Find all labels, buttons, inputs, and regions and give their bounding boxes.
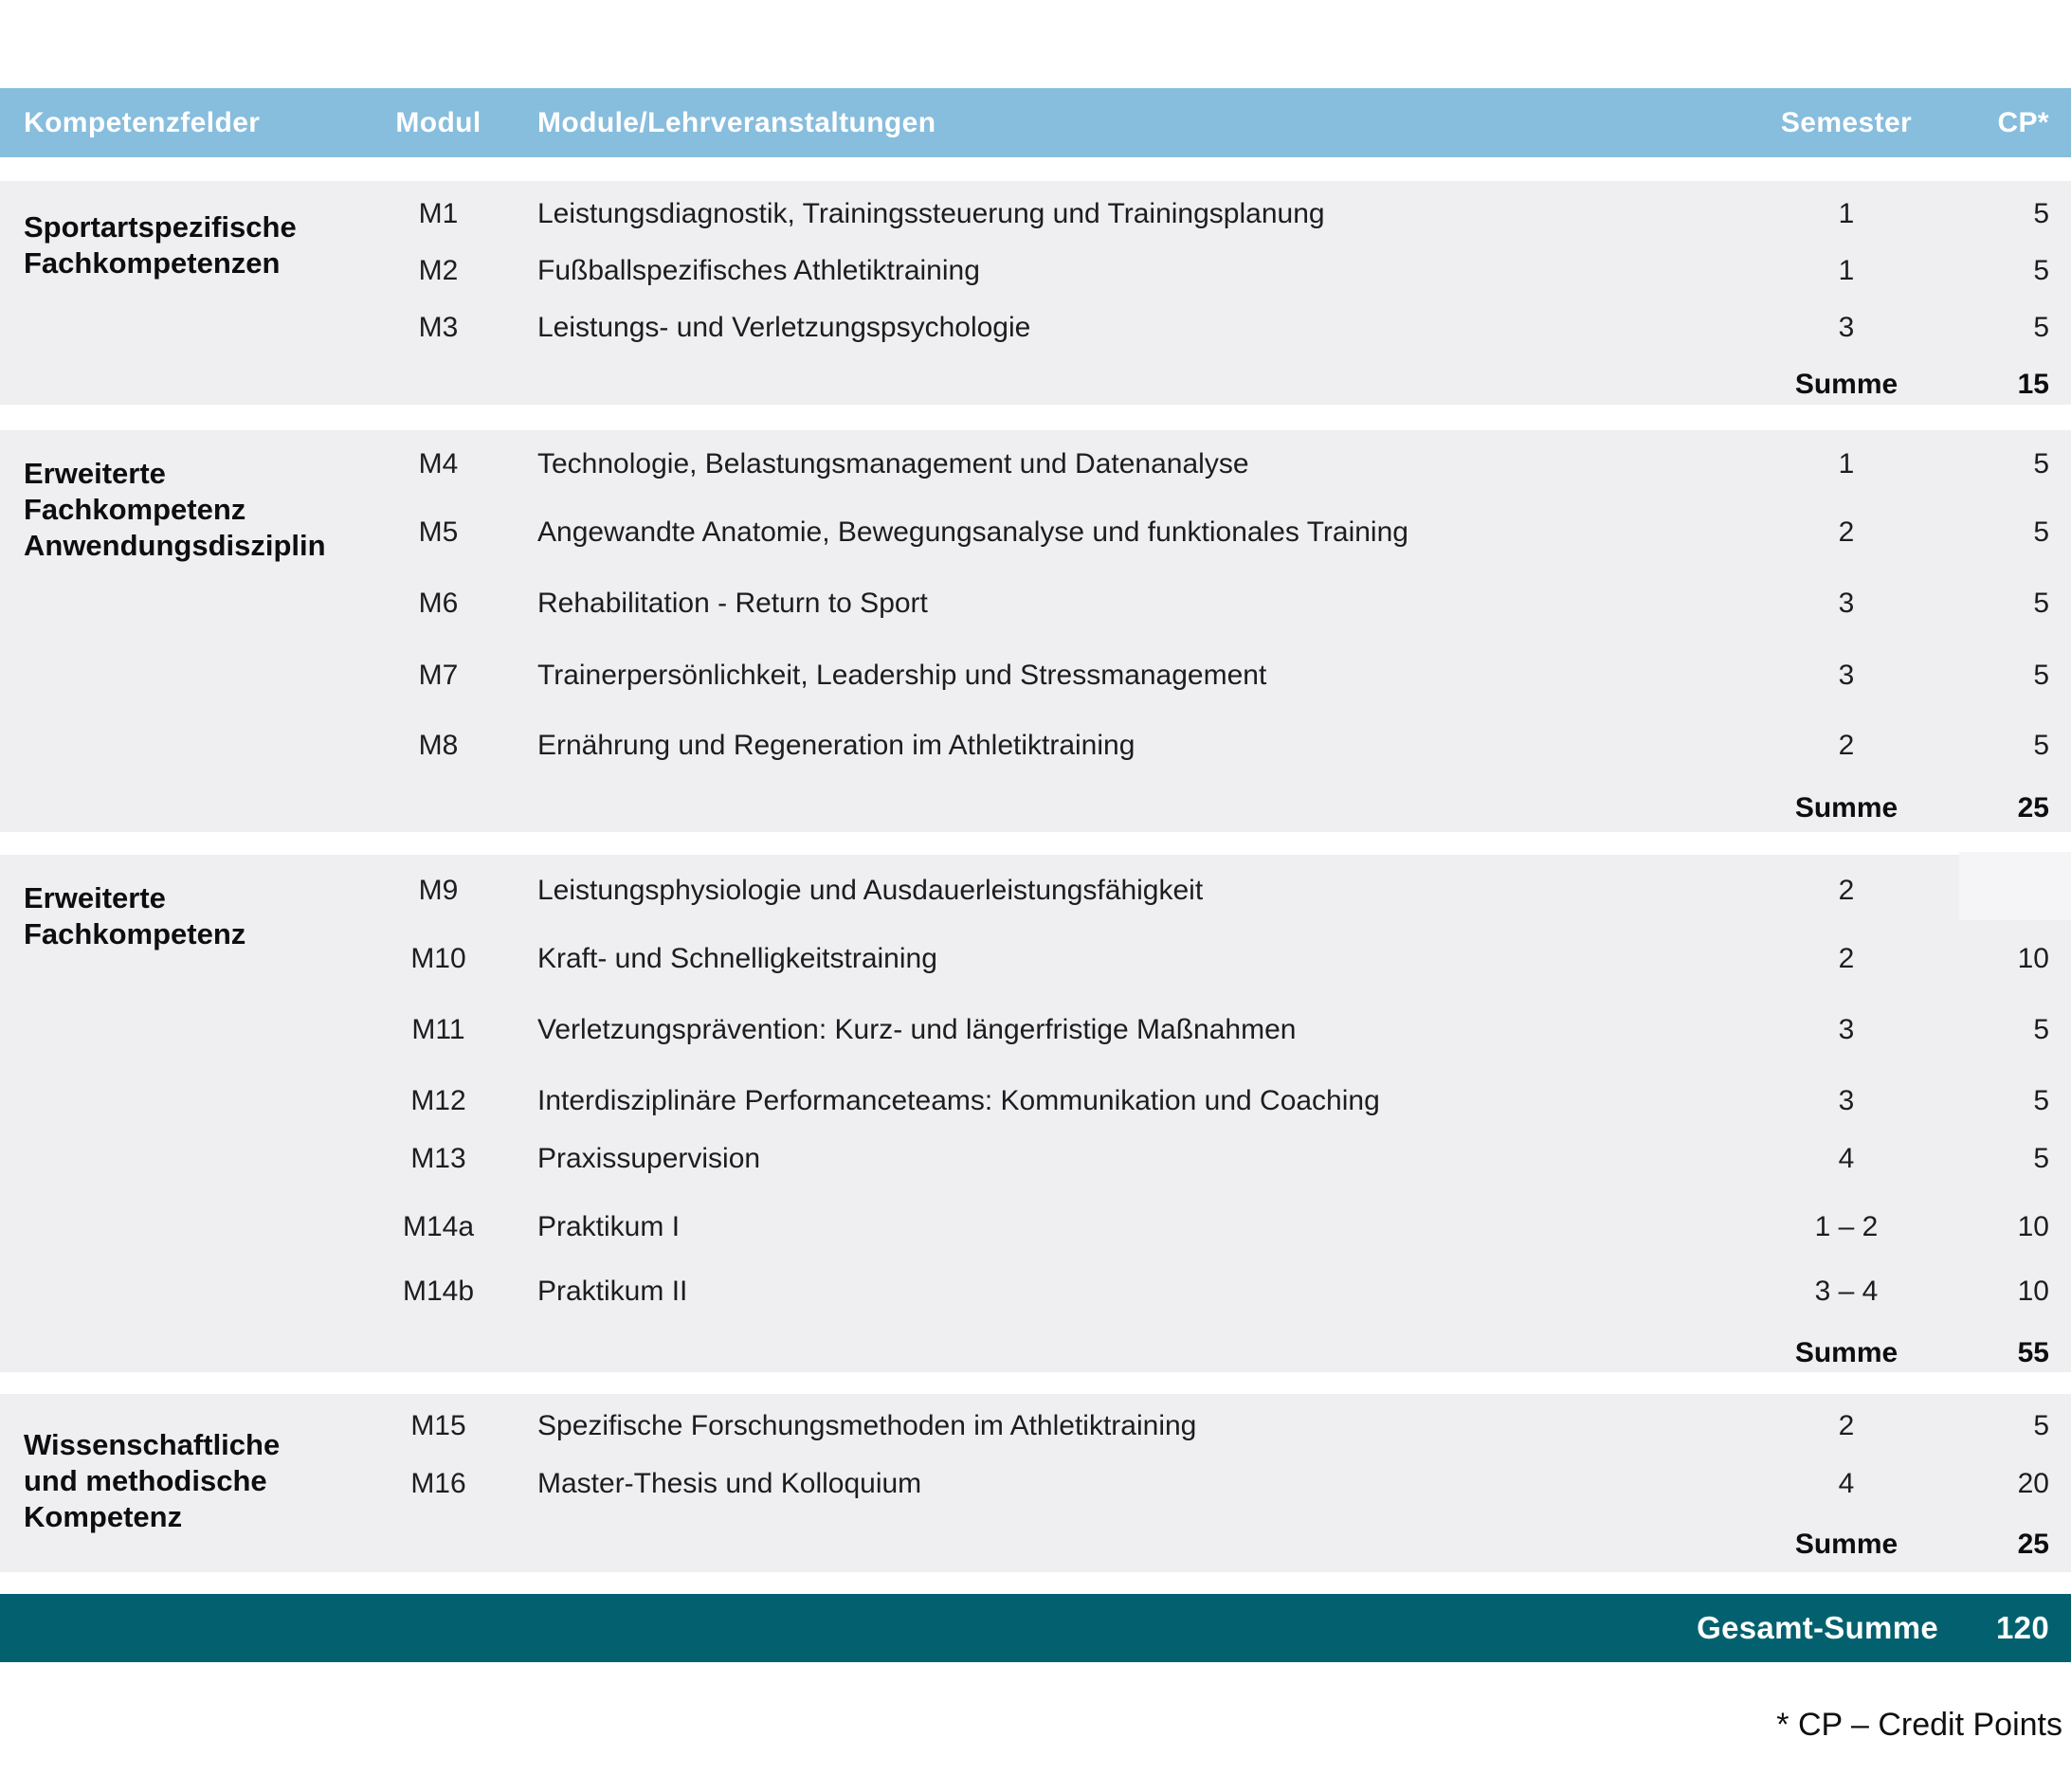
cp-value: 5 (2033, 660, 2049, 691)
cp-value: 5 (2033, 312, 2049, 343)
module-code: M6 (418, 588, 459, 619)
col-header-modul: Modul (395, 107, 481, 138)
cp-value: 5 (2033, 1410, 2049, 1441)
section-field-line: Wissenschaftliche (24, 1428, 281, 1461)
module-title: Fußballspezifisches Athletiktraining (537, 255, 980, 286)
module-row (0, 504, 2071, 561)
module-title: Leistungsphysiologie und Ausdauerleistungsfähigkeit (537, 875, 1204, 906)
section-field-line: Erweiterte (24, 457, 166, 490)
sum-label: Summe (1794, 1337, 1898, 1368)
cp-value: 5 (2033, 255, 2049, 286)
sum-row (0, 356, 2071, 413)
sum-row (0, 1325, 2071, 1382)
sum-value: 55 (2017, 1337, 2049, 1368)
sum-value: 15 (2017, 369, 2049, 400)
section-field-line: Fachkompetenz (24, 493, 246, 526)
section-field-line: Fachkompetenz (24, 917, 246, 950)
module-title: Praxissupervision (537, 1143, 761, 1174)
col-header-module: Module/Lehrveranstaltungen (537, 107, 936, 138)
module-code: M13 (410, 1143, 466, 1174)
cp-value: 5 (2033, 1085, 2049, 1116)
total-value: 120 (1996, 1610, 2049, 1645)
cp-value: 10 (2017, 1276, 2049, 1307)
semester-value: 2 (1838, 1410, 1855, 1441)
section-field-line: und methodische (24, 1464, 267, 1497)
module-row (0, 1263, 2071, 1320)
semester-value: 2 (1838, 875, 1855, 906)
semester-value: 2 (1838, 516, 1855, 548)
module-code: M14b (402, 1276, 475, 1307)
module-code: M1 (418, 198, 459, 229)
module-row (0, 186, 2071, 243)
section-field-line: Sportartspezifische (24, 210, 297, 244)
module-code: M7 (418, 660, 459, 691)
module-code: M9 (418, 875, 459, 906)
module-title: Leistungs- und Verletzungspsychologie (537, 312, 1031, 343)
sum-row (0, 1516, 2071, 1573)
module-title: Ernährung und Regeneration im Athletiktraining (537, 730, 1135, 761)
footnote: * CP – Credit Points (1776, 1707, 2062, 1743)
cp-value: 5 (2033, 730, 2049, 761)
module-title: Praktikum I (537, 1211, 681, 1242)
sum-label: Summe (1794, 369, 1898, 400)
module-row (0, 299, 2071, 356)
col-header-cp: CP* (1997, 107, 2049, 138)
module-row (0, 1073, 2071, 1130)
section-field-line: Erweiterte (24, 881, 166, 914)
table-header-row (0, 88, 2071, 157)
cp-value: 5 (2033, 448, 2049, 480)
module-row (0, 931, 2071, 987)
semester-value: 3 (1838, 1014, 1855, 1045)
cp-value: 20 (2017, 1468, 2049, 1499)
module-row (0, 1199, 2071, 1256)
section-panel (0, 855, 2071, 1372)
section-field-line: Kompetenz (24, 1500, 183, 1533)
col-header-kompetenzfelder: Kompetenzfelder (24, 107, 261, 138)
total-label: Gesamt-Summe (1697, 1610, 1938, 1645)
module-row (0, 436, 2071, 493)
section-field-line: Fachkompetenzen (24, 246, 281, 280)
sum-row (0, 780, 2071, 837)
semester-value: 3 (1838, 1085, 1855, 1116)
col-header-semester: Semester (1780, 107, 1913, 138)
module-row (0, 1398, 2071, 1455)
module-code: M10 (410, 943, 466, 974)
section-panel (0, 1394, 2071, 1572)
sum-value: 25 (2017, 1529, 2049, 1560)
semester-value: 3 (1838, 660, 1855, 691)
cp-value: 5 (2033, 516, 2049, 548)
module-code: M11 (411, 1014, 465, 1045)
module-title: Trainerpersönlichkeit, Leadership und Stressmanagement (537, 660, 1267, 691)
section-panel (0, 430, 2071, 832)
semester-value: 1 (1838, 255, 1855, 286)
semester-value: 4 (1838, 1143, 1855, 1174)
module-title: Rehabilitation - Return to Sport (537, 588, 928, 619)
cp-value: 5 (2033, 1014, 2049, 1045)
module-code: M15 (410, 1410, 466, 1441)
cp-value: 5 (2033, 198, 2049, 229)
cp-value: 5 (2033, 1143, 2049, 1174)
semester-value: 2 (1838, 730, 1855, 761)
module-title: Praktikum II (537, 1276, 688, 1307)
module-row (0, 717, 2071, 774)
module-code: M16 (410, 1468, 466, 1499)
sum-label: Summe (1794, 792, 1898, 824)
semester-value: 3 (1838, 588, 1855, 619)
module-title: Interdisziplinäre Performanceteams: Kommunikation und Coaching (537, 1085, 1380, 1116)
highlight-artifact (1959, 852, 2071, 920)
semester-value: 1 (1838, 198, 1855, 229)
module-title: Kraft- und Schnelligkeitstraining (537, 943, 937, 974)
semester-value: 4 (1838, 1468, 1855, 1499)
module-title: Angewandte Anatomie, Bewegungsanalyse und funktionales Training (537, 516, 1408, 548)
module-row (0, 862, 2071, 919)
module-row (0, 1002, 2071, 1059)
module-code: M3 (418, 312, 459, 343)
semester-value: 3 (1838, 312, 1855, 343)
module-row (0, 243, 2071, 299)
module-row (0, 575, 2071, 632)
module-code: M5 (418, 516, 459, 548)
section-panel (0, 181, 2071, 405)
cp-value: 10 (2017, 943, 2049, 974)
semester-value: 1 – 2 (1814, 1211, 1879, 1242)
module-title: Verletzungsprävention: Kurz- und längerfristige Maßnahmen (537, 1014, 1297, 1045)
total-bar (0, 1594, 2071, 1662)
module-title: Spezifische Forschungsmethoden im Athletiktraining (537, 1410, 1197, 1441)
module-code: M12 (410, 1085, 466, 1116)
sum-value: 25 (2017, 792, 2049, 824)
module-row (0, 1456, 2071, 1512)
module-row (0, 1131, 2071, 1187)
module-title: Leistungsdiagnostik, Trainingssteuerung und Trainingsplanung (537, 198, 1325, 229)
cp-value: 10 (2017, 1211, 2049, 1242)
semester-value: 2 (1838, 943, 1855, 974)
module-code: M14a (402, 1211, 475, 1242)
semester-value: 3 – 4 (1814, 1276, 1879, 1307)
module-title: Master-Thesis und Kolloquium (537, 1468, 922, 1499)
module-title: Technologie, Belastungsmanagement und Datenanalyse (537, 448, 1249, 480)
semester-value: 1 (1838, 448, 1855, 480)
section-field-line: Anwendungsdisziplin (24, 529, 326, 562)
module-code: M2 (418, 255, 459, 286)
module-row (0, 647, 2071, 704)
module-code: M8 (418, 730, 459, 761)
module-code: M4 (418, 448, 459, 480)
cp-value: 5 (2033, 588, 2049, 619)
sum-label: Summe (1794, 1529, 1898, 1560)
